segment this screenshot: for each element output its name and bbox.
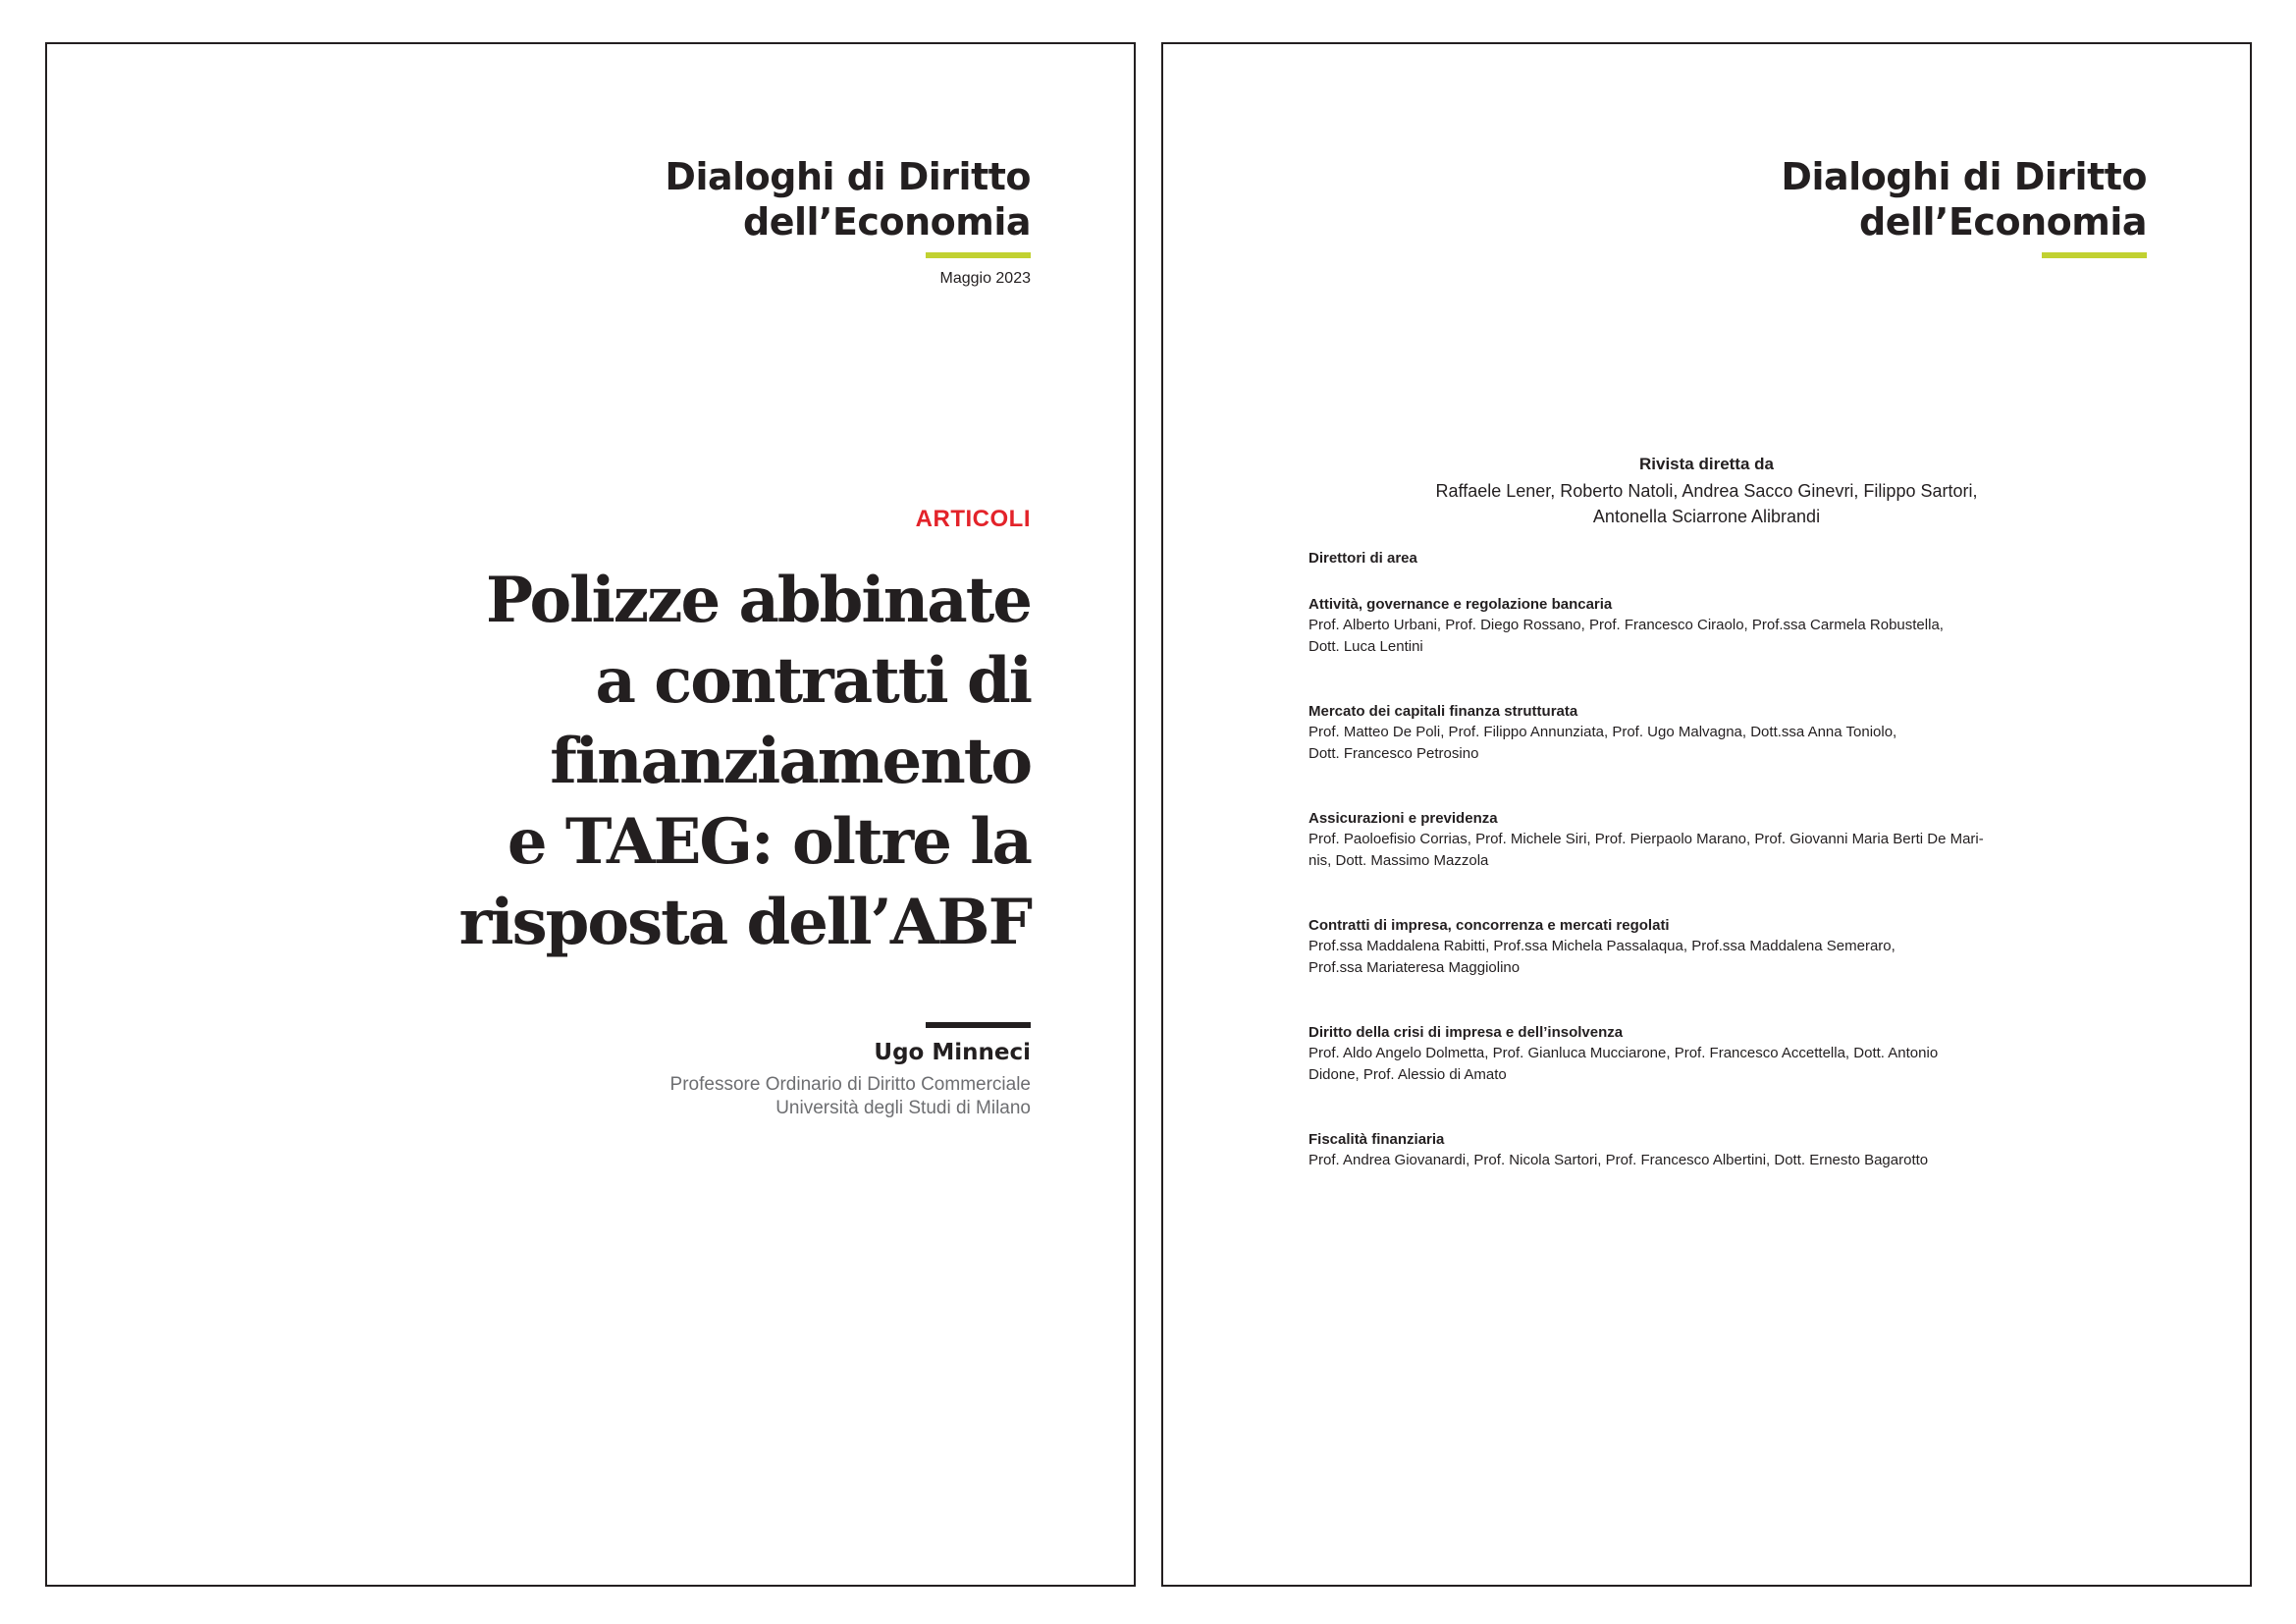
direction-names: [1163, 478, 2250, 529]
article-title-line: finanziamento: [550, 725, 1031, 798]
area-member-line: Prof. Matteo De Poli, Prof. Filippo Annunziata, Prof. Ugo Malvagna, Dott.ssa Anna Toniolo,: [1308, 724, 1897, 740]
direction-line: Antonella Sciarrone Alibrandi: [1592, 507, 1821, 526]
area-members: [1308, 615, 2113, 658]
article-title-line: risposta dell’ABF: [458, 886, 1031, 959]
area-title: Assicurazioni e previdenza: [1308, 810, 1498, 827]
area-title: Contratti di impresa, concorrenza e mercati regolati: [1308, 917, 1670, 934]
area-title: Fiscalità finanziaria: [1308, 1131, 1445, 1148]
journal-title-line-1: Dialoghi di Diritto: [1781, 155, 2147, 198]
area-member-line: Prof. Alberto Urbani, Prof. Diego Rossano, Prof. Francesco Ciraolo, Prof.ssa Carmela Robustella,: [1308, 617, 1944, 633]
area-insurance: [1308, 808, 2113, 872]
area-member-line: Prof. Paoloefisio Corrias, Prof. Michele Siri, Prof. Pierpaolo Marano, Prof. Giovanni Maria Berti De Mari-: [1308, 831, 1984, 847]
article-title-line: Polizze abbinate: [486, 564, 1031, 637]
area-member-line: Dott. Francesco Petrosino: [1308, 745, 1479, 762]
issue-date: Maggio 2023: [939, 270, 1031, 287]
area-title: Mercato dei capitali finanza strutturata: [1308, 703, 1578, 720]
areas-heading: Direttori di area: [1308, 550, 1417, 567]
area-members: [1308, 936, 2113, 979]
direction-heading: Rivista diretta da: [1639, 455, 1774, 473]
editorial-board-page: [1161, 42, 2252, 1587]
area-member-line: Prof. Aldo Angelo Dolmetta, Prof. Gianluca Mucciarone, Prof. Francesco Accettella, Dott. Antonio: [1308, 1045, 1939, 1061]
author-rule: [926, 1022, 1031, 1028]
area-title: Attività, governance e regolazione bancaria: [1308, 596, 1613, 613]
area-insolvency: [1308, 1022, 2113, 1086]
area-member-line: Prof.ssa Maddalena Rabitti, Prof.ssa Michela Passalaqua, Prof.ssa Maddalena Semeraro,: [1308, 938, 1896, 954]
area-member-line: Prof. Andrea Giovanardi, Prof. Nicola Sartori, Prof. Francesco Albertini, Dott. Ernesto Bagarotto: [1308, 1152, 1929, 1168]
journal-title-line-2: dell’Economia: [1859, 200, 2147, 244]
journal-title-line-1: Dialoghi di Diritto: [665, 155, 1031, 198]
area-members: [1308, 722, 2113, 765]
author-affiliation: [147, 1073, 1031, 1120]
area-members: [1308, 829, 2113, 872]
article-title-line: e TAEG: oltre la: [507, 805, 1031, 879]
direction-block: [1163, 455, 2250, 529]
article-title-line: a contratti di: [595, 644, 1031, 718]
area-title: Diritto della crisi di impresa e dell’insolvenza: [1308, 1024, 1624, 1041]
area-member-line: nis, Dott. Massimo Mazzola: [1308, 852, 1489, 869]
area-tax: [1308, 1129, 2113, 1171]
direction-line: Raffaele Lener, Roberto Natoli, Andrea Sacco Ginevri, Filippo Sartori,: [1435, 481, 1978, 501]
accent-rule: [926, 252, 1031, 258]
area-capital-markets: [1308, 701, 2113, 765]
area-members: [1308, 1043, 2113, 1086]
article-header: [147, 506, 1031, 1120]
cover-page: [45, 42, 1136, 1587]
accent-rule: [2042, 252, 2147, 258]
affiliation-line: Professore Ordinario di Diritto Commerciale: [669, 1074, 1031, 1095]
area-contracts: [1308, 915, 2113, 979]
author-name: Ugo Minneci: [874, 1040, 1031, 1065]
area-member-line: Dott. Luca Lentini: [1308, 638, 1423, 655]
affiliation-line: Università degli Studi di Milano: [775, 1098, 1031, 1118]
area-directors: [1308, 550, 2113, 1215]
journal-title-line-2: dell’Economia: [743, 200, 1031, 244]
area-banking: [1308, 594, 2113, 658]
area-member-line: Prof.ssa Mariateresa Maggiolino: [1308, 959, 1521, 976]
journal-masthead: [1656, 154, 2147, 258]
journal-masthead: [540, 154, 1031, 288]
area-member-line: Didone, Prof. Alessio di Amato: [1308, 1066, 1507, 1083]
section-label: ARTICOLI: [915, 506, 1031, 532]
article-title: [147, 561, 1031, 963]
area-members: [1308, 1150, 2113, 1171]
